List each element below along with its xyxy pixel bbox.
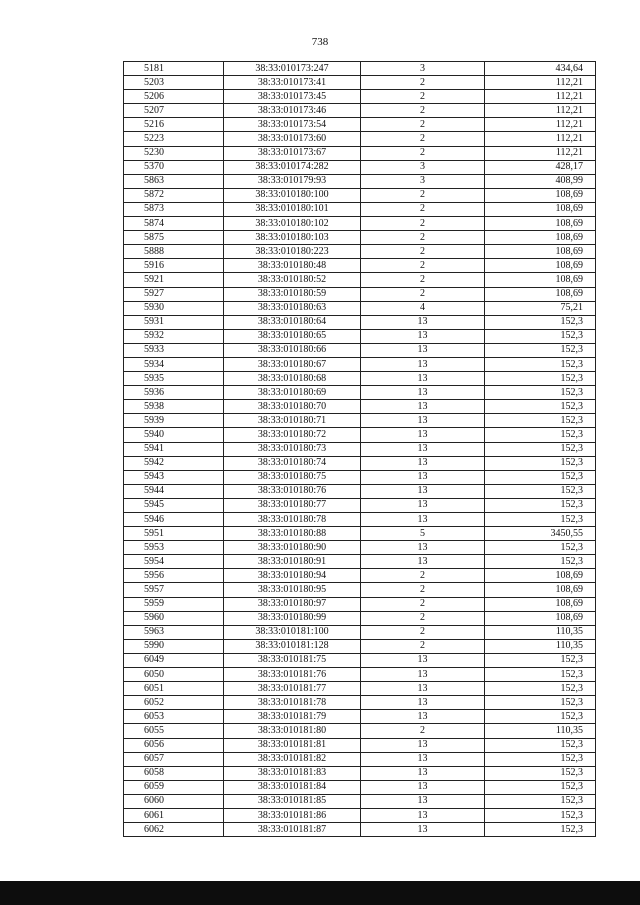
table-row [124, 174, 596, 188]
area-cell: 152,3 [485, 513, 596, 527]
count-cell: 3 [361, 174, 485, 188]
count-cell: 13 [361, 456, 485, 470]
area-cell: 152,3 [485, 541, 596, 555]
area-cell: 152,3 [485, 696, 596, 710]
table-row [124, 823, 596, 837]
table-row [124, 245, 596, 259]
cadastral-number-cell: 38:33:010180:91 [224, 555, 361, 569]
count-cell: 5 [361, 527, 485, 541]
table-row [124, 62, 596, 76]
cadastral-number-cell: 38:33:010180:63 [224, 301, 361, 315]
count-cell: 13 [361, 794, 485, 808]
area-cell: 428,17 [485, 160, 596, 174]
count-cell: 2 [361, 217, 485, 231]
cadastral-number-cell: 38:33:010181:82 [224, 752, 361, 766]
table-row [124, 357, 596, 371]
table-row [124, 470, 596, 484]
table-row [124, 259, 596, 273]
count-cell: 13 [361, 428, 485, 442]
table-row [124, 555, 596, 569]
count-cell: 2 [361, 259, 485, 273]
cadastral-number-cell: 38:33:010181:80 [224, 724, 361, 738]
cadastral-number-cell: 38:33:010181:100 [224, 625, 361, 639]
row-number-cell: 6058 [124, 766, 224, 780]
registry-table [123, 61, 596, 837]
row-number-cell: 6056 [124, 738, 224, 752]
area-cell: 110,35 [485, 724, 596, 738]
count-cell: 13 [361, 470, 485, 484]
row-number-cell: 6053 [124, 710, 224, 724]
count-cell: 13 [361, 414, 485, 428]
count-cell: 2 [361, 287, 485, 301]
cadastral-number-cell: 38:33:010181:87 [224, 823, 361, 837]
area-cell: 108,69 [485, 611, 596, 625]
cadastral-number-cell: 38:33:010180:77 [224, 498, 361, 512]
row-number-cell: 5370 [124, 160, 224, 174]
count-cell: 13 [361, 555, 485, 569]
cadastral-number-cell: 38:33:010173:67 [224, 146, 361, 160]
table-row [124, 611, 596, 625]
count-cell: 13 [361, 696, 485, 710]
count-cell: 3 [361, 160, 485, 174]
count-cell: 13 [361, 541, 485, 555]
table-row [124, 160, 596, 174]
count-cell: 2 [361, 202, 485, 216]
area-cell: 152,3 [485, 752, 596, 766]
cadastral-number-cell: 38:33:010180:59 [224, 287, 361, 301]
table-row [124, 231, 596, 245]
cadastral-number-cell: 38:33:010180:100 [224, 188, 361, 202]
cadastral-number-cell: 38:33:010180:88 [224, 527, 361, 541]
registry-table-body [124, 62, 596, 837]
cadastral-number-cell: 38:33:010180:66 [224, 343, 361, 357]
cadastral-number-cell: 38:33:010180:75 [224, 470, 361, 484]
table-row [124, 498, 596, 512]
row-number-cell: 5990 [124, 639, 224, 653]
table-row [124, 315, 596, 329]
area-cell: 152,3 [485, 498, 596, 512]
row-number-cell: 5181 [124, 62, 224, 76]
cadastral-number-cell: 38:33:010180:72 [224, 428, 361, 442]
count-cell: 3 [361, 62, 485, 76]
row-number-cell: 5940 [124, 428, 224, 442]
row-number-cell: 5944 [124, 484, 224, 498]
table-row [124, 513, 596, 527]
row-number-cell: 5963 [124, 625, 224, 639]
count-cell: 2 [361, 639, 485, 653]
table-row [124, 428, 596, 442]
table-row [124, 76, 596, 90]
area-cell: 434,64 [485, 62, 596, 76]
count-cell: 2 [361, 583, 485, 597]
count-cell: 13 [361, 653, 485, 667]
table-row [124, 217, 596, 231]
count-cell: 2 [361, 724, 485, 738]
area-cell: 152,3 [485, 400, 596, 414]
row-number-cell: 5941 [124, 442, 224, 456]
cadastral-number-cell: 38:33:010181:77 [224, 682, 361, 696]
row-number-cell: 6049 [124, 653, 224, 667]
area-cell: 408,99 [485, 174, 596, 188]
row-number-cell: 6057 [124, 752, 224, 766]
row-number-cell: 5954 [124, 555, 224, 569]
cadastral-number-cell: 38:33:010180:76 [224, 484, 361, 498]
table-row [124, 668, 596, 682]
row-number-cell: 6060 [124, 794, 224, 808]
area-cell: 108,69 [485, 217, 596, 231]
count-cell: 13 [361, 372, 485, 386]
table-row [124, 794, 596, 808]
cadastral-number-cell: 38:33:010180:73 [224, 442, 361, 456]
cadastral-number-cell: 38:33:010180:78 [224, 513, 361, 527]
area-cell: 152,3 [485, 484, 596, 498]
table-row [124, 569, 596, 583]
row-number-cell: 5960 [124, 611, 224, 625]
cadastral-number-cell: 38:33:010173:60 [224, 132, 361, 146]
area-cell: 152,3 [485, 823, 596, 837]
row-number-cell: 5206 [124, 90, 224, 104]
table-row [124, 583, 596, 597]
count-cell: 2 [361, 118, 485, 132]
count-cell: 13 [361, 498, 485, 512]
cadastral-number-cell: 38:33:010181:76 [224, 668, 361, 682]
area-cell: 152,3 [485, 668, 596, 682]
area-cell: 75,21 [485, 301, 596, 315]
cadastral-number-cell: 38:33:010174:282 [224, 160, 361, 174]
area-cell: 108,69 [485, 597, 596, 611]
cadastral-number-cell: 38:33:010181:78 [224, 696, 361, 710]
cadastral-number-cell: 38:33:010181:84 [224, 780, 361, 794]
row-number-cell: 6059 [124, 780, 224, 794]
row-number-cell: 6052 [124, 696, 224, 710]
area-cell: 112,21 [485, 104, 596, 118]
cadastral-number-cell: 38:33:010180:103 [224, 231, 361, 245]
cadastral-number-cell: 38:33:010181:83 [224, 766, 361, 780]
area-cell: 152,3 [485, 555, 596, 569]
cadastral-number-cell: 38:33:010180:71 [224, 414, 361, 428]
count-cell: 13 [361, 315, 485, 329]
table-row [124, 132, 596, 146]
row-number-cell: 5216 [124, 118, 224, 132]
table-row [124, 653, 596, 667]
area-cell: 108,69 [485, 202, 596, 216]
table-row [124, 808, 596, 822]
count-cell: 13 [361, 513, 485, 527]
area-cell: 152,3 [485, 442, 596, 456]
row-number-cell: 5872 [124, 188, 224, 202]
cadastral-number-cell: 38:33:010179:93 [224, 174, 361, 188]
row-number-cell: 5939 [124, 414, 224, 428]
cadastral-number-cell: 38:33:010181:128 [224, 639, 361, 653]
row-number-cell: 5957 [124, 583, 224, 597]
row-number-cell: 5934 [124, 357, 224, 371]
area-cell: 152,3 [485, 386, 596, 400]
count-cell: 2 [361, 146, 485, 160]
table-row [124, 273, 596, 287]
table-row [124, 202, 596, 216]
area-cell: 152,3 [485, 470, 596, 484]
cadastral-number-cell: 38:33:010180:68 [224, 372, 361, 386]
area-cell: 152,3 [485, 766, 596, 780]
row-number-cell: 5874 [124, 217, 224, 231]
count-cell: 2 [361, 104, 485, 118]
area-cell: 152,3 [485, 794, 596, 808]
count-cell: 2 [361, 132, 485, 146]
row-number-cell: 5951 [124, 527, 224, 541]
row-number-cell: 6062 [124, 823, 224, 837]
row-number-cell: 6050 [124, 668, 224, 682]
row-number-cell: 5953 [124, 541, 224, 555]
count-cell: 2 [361, 273, 485, 287]
table-row [124, 639, 596, 653]
count-cell: 13 [361, 780, 485, 794]
cadastral-number-cell: 38:33:010181:75 [224, 653, 361, 667]
cadastral-number-cell: 38:33:010180:102 [224, 217, 361, 231]
row-number-cell: 5945 [124, 498, 224, 512]
cadastral-number-cell: 38:33:010173:46 [224, 104, 361, 118]
row-number-cell: 5943 [124, 470, 224, 484]
count-cell: 13 [361, 766, 485, 780]
count-cell: 13 [361, 386, 485, 400]
row-number-cell: 5230 [124, 146, 224, 160]
row-number-cell: 5927 [124, 287, 224, 301]
row-number-cell: 5916 [124, 259, 224, 273]
count-cell: 4 [361, 301, 485, 315]
cadastral-number-cell: 38:33:010180:48 [224, 259, 361, 273]
table-row [124, 710, 596, 724]
row-number-cell: 5936 [124, 386, 224, 400]
area-cell: 112,21 [485, 146, 596, 160]
row-number-cell: 5921 [124, 273, 224, 287]
cadastral-number-cell: 38:33:010173:45 [224, 90, 361, 104]
row-number-cell: 5956 [124, 569, 224, 583]
area-cell: 108,69 [485, 569, 596, 583]
table-row [124, 682, 596, 696]
area-cell: 108,69 [485, 259, 596, 273]
row-number-cell: 5932 [124, 329, 224, 343]
table-row [124, 146, 596, 160]
table-row [124, 400, 596, 414]
count-cell: 13 [361, 752, 485, 766]
scan-edge-band [0, 881, 640, 905]
count-cell: 2 [361, 188, 485, 202]
area-cell: 112,21 [485, 118, 596, 132]
area-cell: 152,3 [485, 710, 596, 724]
cadastral-number-cell: 38:33:010180:69 [224, 386, 361, 400]
cadastral-number-cell: 38:33:010180:97 [224, 597, 361, 611]
table-row [124, 104, 596, 118]
cadastral-number-cell: 38:33:010180:52 [224, 273, 361, 287]
table-row [124, 780, 596, 794]
count-cell: 2 [361, 90, 485, 104]
count-cell: 2 [361, 245, 485, 259]
table-row [124, 343, 596, 357]
row-number-cell: 5959 [124, 597, 224, 611]
area-cell: 112,21 [485, 132, 596, 146]
row-number-cell: 5223 [124, 132, 224, 146]
count-cell: 2 [361, 597, 485, 611]
cadastral-number-cell: 38:33:010180:90 [224, 541, 361, 555]
cadastral-number-cell: 38:33:010181:79 [224, 710, 361, 724]
area-cell: 108,69 [485, 287, 596, 301]
cadastral-number-cell: 38:33:010173:54 [224, 118, 361, 132]
table-row [124, 90, 596, 104]
count-cell: 13 [361, 668, 485, 682]
row-number-cell: 6061 [124, 808, 224, 822]
cadastral-number-cell: 38:33:010180:99 [224, 611, 361, 625]
area-cell: 152,3 [485, 428, 596, 442]
row-number-cell: 5875 [124, 231, 224, 245]
row-number-cell: 5931 [124, 315, 224, 329]
area-cell: 108,69 [485, 273, 596, 287]
table-row [124, 456, 596, 470]
count-cell: 13 [361, 682, 485, 696]
row-number-cell: 5888 [124, 245, 224, 259]
area-cell: 108,69 [485, 188, 596, 202]
area-cell: 152,3 [485, 343, 596, 357]
table-row [124, 442, 596, 456]
row-number-cell: 5873 [124, 202, 224, 216]
cadastral-number-cell: 38:33:010180:67 [224, 357, 361, 371]
count-cell: 13 [361, 442, 485, 456]
count-cell: 13 [361, 823, 485, 837]
cadastral-number-cell: 38:33:010180:223 [224, 245, 361, 259]
cadastral-number-cell: 38:33:010181:86 [224, 808, 361, 822]
count-cell: 2 [361, 231, 485, 245]
cadastral-number-cell: 38:33:010181:81 [224, 738, 361, 752]
table-row [124, 766, 596, 780]
cadastral-number-cell: 38:33:010180:74 [224, 456, 361, 470]
count-cell: 2 [361, 625, 485, 639]
count-cell: 13 [361, 710, 485, 724]
row-number-cell: 5935 [124, 372, 224, 386]
cadastral-number-cell: 38:33:010180:70 [224, 400, 361, 414]
table-row [124, 372, 596, 386]
count-cell: 2 [361, 611, 485, 625]
row-number-cell: 5863 [124, 174, 224, 188]
cadastral-number-cell: 38:33:010173:41 [224, 76, 361, 90]
area-cell: 152,3 [485, 780, 596, 794]
area-cell: 152,3 [485, 372, 596, 386]
area-cell: 108,69 [485, 231, 596, 245]
area-cell: 3450,55 [485, 527, 596, 541]
table-row [124, 287, 596, 301]
row-number-cell: 5946 [124, 513, 224, 527]
count-cell: 2 [361, 569, 485, 583]
table-row [124, 541, 596, 555]
count-cell: 13 [361, 808, 485, 822]
row-number-cell: 5930 [124, 301, 224, 315]
area-cell: 152,3 [485, 315, 596, 329]
area-cell: 112,21 [485, 90, 596, 104]
cadastral-number-cell: 38:33:010180:95 [224, 583, 361, 597]
table-row [124, 329, 596, 343]
area-cell: 152,3 [485, 653, 596, 667]
page-number: 738 [311, 36, 329, 48]
row-number-cell: 6051 [124, 682, 224, 696]
area-cell: 108,69 [485, 583, 596, 597]
row-number-cell: 5942 [124, 456, 224, 470]
table-row [124, 597, 596, 611]
row-number-cell: 6055 [124, 724, 224, 738]
table-row [124, 386, 596, 400]
table-row [124, 527, 596, 541]
count-cell: 13 [361, 343, 485, 357]
area-cell: 152,3 [485, 456, 596, 470]
area-cell: 152,3 [485, 738, 596, 752]
cadastral-number-cell: 38:33:010180:94 [224, 569, 361, 583]
count-cell: 13 [361, 400, 485, 414]
count-cell: 13 [361, 484, 485, 498]
table-row [124, 188, 596, 202]
table-row [124, 118, 596, 132]
cadastral-number-cell: 38:33:010173:247 [224, 62, 361, 76]
count-cell: 13 [361, 357, 485, 371]
table-row [124, 738, 596, 752]
area-cell: 152,3 [485, 414, 596, 428]
area-cell: 152,3 [485, 357, 596, 371]
table-row [124, 752, 596, 766]
cadastral-number-cell: 38:33:010180:64 [224, 315, 361, 329]
area-cell: 152,3 [485, 682, 596, 696]
count-cell: 13 [361, 329, 485, 343]
table-row [124, 696, 596, 710]
cadastral-number-cell: 38:33:010180:65 [224, 329, 361, 343]
count-cell: 2 [361, 76, 485, 90]
table-row [124, 484, 596, 498]
area-cell: 110,35 [485, 625, 596, 639]
area-cell: 112,21 [485, 76, 596, 90]
row-number-cell: 5207 [124, 104, 224, 118]
cadastral-number-cell: 38:33:010180:101 [224, 202, 361, 216]
cadastral-number-cell: 38:33:010181:85 [224, 794, 361, 808]
table-row [124, 414, 596, 428]
table-row [124, 625, 596, 639]
row-number-cell: 5938 [124, 400, 224, 414]
count-cell: 13 [361, 738, 485, 752]
table-row [124, 301, 596, 315]
area-cell: 152,3 [485, 329, 596, 343]
row-number-cell: 5933 [124, 343, 224, 357]
area-cell: 152,3 [485, 808, 596, 822]
area-cell: 110,35 [485, 639, 596, 653]
area-cell: 108,69 [485, 245, 596, 259]
row-number-cell: 5203 [124, 76, 224, 90]
table-row [124, 724, 596, 738]
